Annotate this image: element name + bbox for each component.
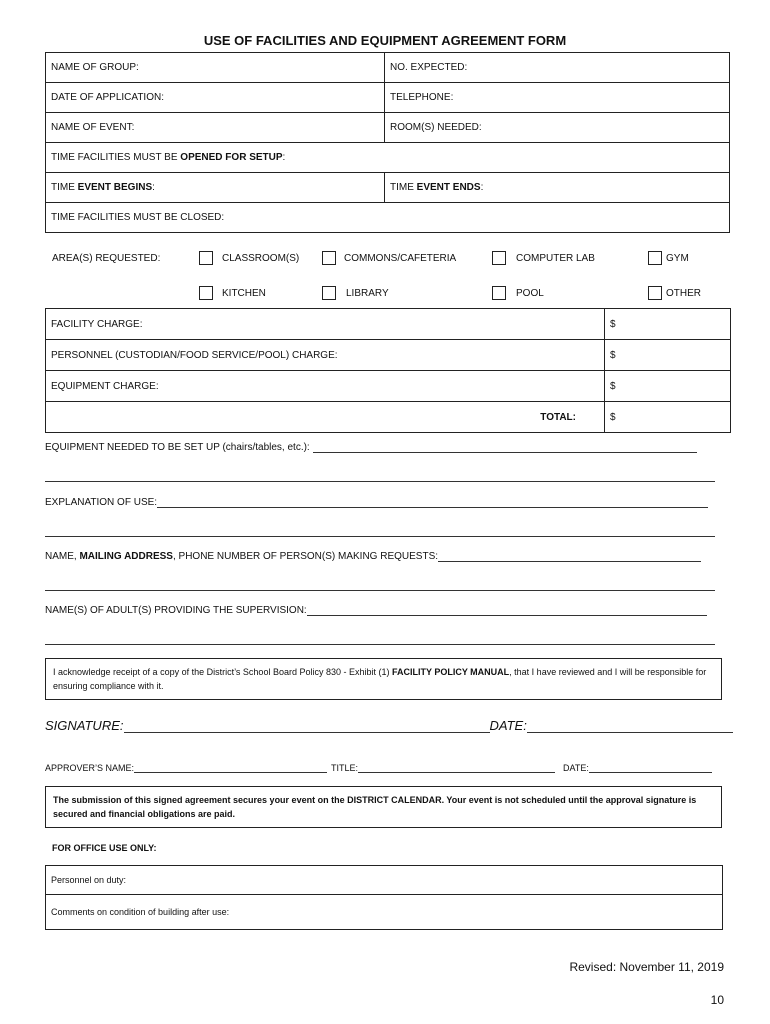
- rooms-needed-field[interactable]: [385, 113, 730, 143]
- submission-note: The submission of this signed agreement secures your event on the DISTRICT CALENDAR. Your event is not scheduled until the approval signature is secured and financial obligations are paid.: [45, 786, 722, 828]
- event-info-table: [45, 52, 730, 233]
- requester-continuation-line[interactable]: [45, 590, 715, 591]
- rooms-needed-label: ROOM(S) NEEDED:: [390, 122, 482, 133]
- date-application-field[interactable]: [46, 83, 385, 113]
- office-use-table: [45, 865, 723, 930]
- gym-checkbox[interactable]: [648, 251, 662, 265]
- commons-checkbox[interactable]: [322, 251, 336, 265]
- page-number: 10: [710, 993, 724, 1007]
- approver-name-label: APPROVER’S NAME:: [45, 763, 135, 773]
- pool-label: POOL: [516, 288, 544, 299]
- closed-time-field[interactable]: [46, 203, 730, 233]
- requester-label: NAME, MAILING ADDRESS, PHONE NUMBER OF PERSON(S) MAKING REQUESTS:: [45, 551, 439, 562]
- computer-lab-checkbox[interactable]: [492, 251, 506, 265]
- group-name-label: NAME OF GROUP:: [51, 62, 139, 73]
- signature-date-label: DATE:: [489, 718, 527, 733]
- office-use-heading: FOR OFFICE USE ONLY:: [52, 843, 157, 853]
- kitchen-label: KITCHEN: [222, 288, 266, 299]
- total-row: [46, 402, 605, 433]
- equipment-charge-row: [46, 371, 605, 402]
- building-comments-field[interactable]: [46, 895, 723, 930]
- event-name-label: NAME OF EVENT:: [51, 122, 135, 133]
- equipment-charge-amount[interactable]: [605, 371, 731, 402]
- group-name-field[interactable]: [46, 53, 385, 83]
- no-expected-field[interactable]: [385, 53, 730, 83]
- supervision-line[interactable]: [45, 605, 707, 616]
- facility-charge-row: [46, 309, 605, 340]
- explanation-label: EXPLANATION OF USE:: [45, 497, 158, 508]
- personnel-on-duty-label: Personnel on duty:: [51, 875, 127, 885]
- personnel-charge-amount[interactable]: [605, 340, 731, 371]
- no-expected-label: NO. EXPECTED:: [390, 62, 468, 73]
- library-label: LIBRARY: [346, 288, 389, 299]
- equipment-needed-label: EQUIPMENT NEEDED TO BE SET UP (chairs/tables, etc.):: [45, 442, 313, 453]
- kitchen-checkbox[interactable]: [199, 286, 213, 300]
- other-checkbox[interactable]: [648, 286, 662, 300]
- requester-line[interactable]: [45, 551, 701, 562]
- form-title: USE OF FACILITIES AND EQUIPMENT AGREEMENT FORM: [203, 33, 567, 48]
- equipment-needed-continuation-line[interactable]: [45, 481, 715, 482]
- library-checkbox[interactable]: [322, 286, 336, 300]
- supervision-continuation-line[interactable]: [45, 644, 715, 645]
- facility-charge-amount[interactable]: [605, 309, 731, 340]
- classroom-checkbox[interactable]: [199, 251, 213, 265]
- dollar-sign: $: [610, 318, 616, 330]
- revised-date: Revised: November 11, 2019: [569, 960, 724, 974]
- dollar-sign: $: [610, 349, 616, 361]
- equipment-needed-line[interactable]: [45, 442, 697, 453]
- event-ends-field[interactable]: [385, 173, 730, 203]
- event-name-field[interactable]: [46, 113, 385, 143]
- explanation-line[interactable]: [45, 497, 708, 508]
- commons-label: COMMONS/CAFETERIA: [344, 253, 457, 264]
- pool-checkbox[interactable]: [492, 286, 506, 300]
- gym-label: GYM: [666, 253, 689, 264]
- total-amount[interactable]: [605, 402, 731, 433]
- open-setup-field[interactable]: [46, 143, 730, 173]
- supervision-label: NAME(S) OF ADULT(S) PROVIDING THE SUPERVISION:: [45, 605, 307, 616]
- building-comments-label: Comments on condition of building after use:: [51, 907, 230, 917]
- explanation-continuation-line[interactable]: [45, 536, 715, 537]
- open-setup-label: TIME FACILITIES MUST BE OPENED FOR SETUP:: [51, 152, 286, 163]
- closed-time-label: TIME FACILITIES MUST BE CLOSED:: [51, 212, 225, 223]
- computer-lab-label: COMPUTER LAB: [516, 253, 595, 264]
- approver-line[interactable]: [45, 762, 712, 773]
- event-ends-label: TIME EVENT ENDS:: [390, 182, 484, 193]
- personnel-on-duty-field[interactable]: [46, 866, 723, 895]
- acknowledgement-box: I acknowledge receipt of a copy of the District’s School Board Policy 830 - Exhibit (1) FACILITY POLICY MANUAL, that I have reviewed and I will be responsible for ensuring compliance with it.: [45, 658, 722, 700]
- signature-line[interactable]: [45, 718, 733, 733]
- charges-table: [45, 308, 731, 433]
- personnel-charge-row: [46, 340, 605, 371]
- personnel-charge-label: PERSONNEL (CUSTODIAN/FOOD SERVICE/POOL) CHARGE:: [51, 349, 338, 361]
- dollar-sign: $: [610, 411, 616, 423]
- total-label: TOTAL:: [540, 411, 576, 423]
- approver-date-label: DATE:: [563, 763, 589, 773]
- event-begins-field[interactable]: [46, 173, 385, 203]
- telephone-field[interactable]: [385, 83, 730, 113]
- telephone-label: TELEPHONE:: [390, 92, 454, 103]
- classroom-label: CLASSROOM(S): [222, 253, 300, 264]
- date-application-label: DATE OF APPLICATION:: [51, 92, 164, 103]
- equipment-charge-label: EQUIPMENT CHARGE:: [51, 380, 159, 392]
- areas-requested-label: AREA(S) REQUESTED:: [52, 253, 161, 264]
- approver-title-label: TITLE:: [331, 763, 359, 773]
- dollar-sign: $: [610, 380, 616, 392]
- signature-label: SIGNATURE:: [45, 718, 124, 733]
- facility-charge-label: FACILITY CHARGE:: [51, 318, 143, 330]
- event-begins-label: TIME EVENT BEGINS:: [51, 182, 155, 193]
- other-label: OTHER: [666, 288, 701, 299]
